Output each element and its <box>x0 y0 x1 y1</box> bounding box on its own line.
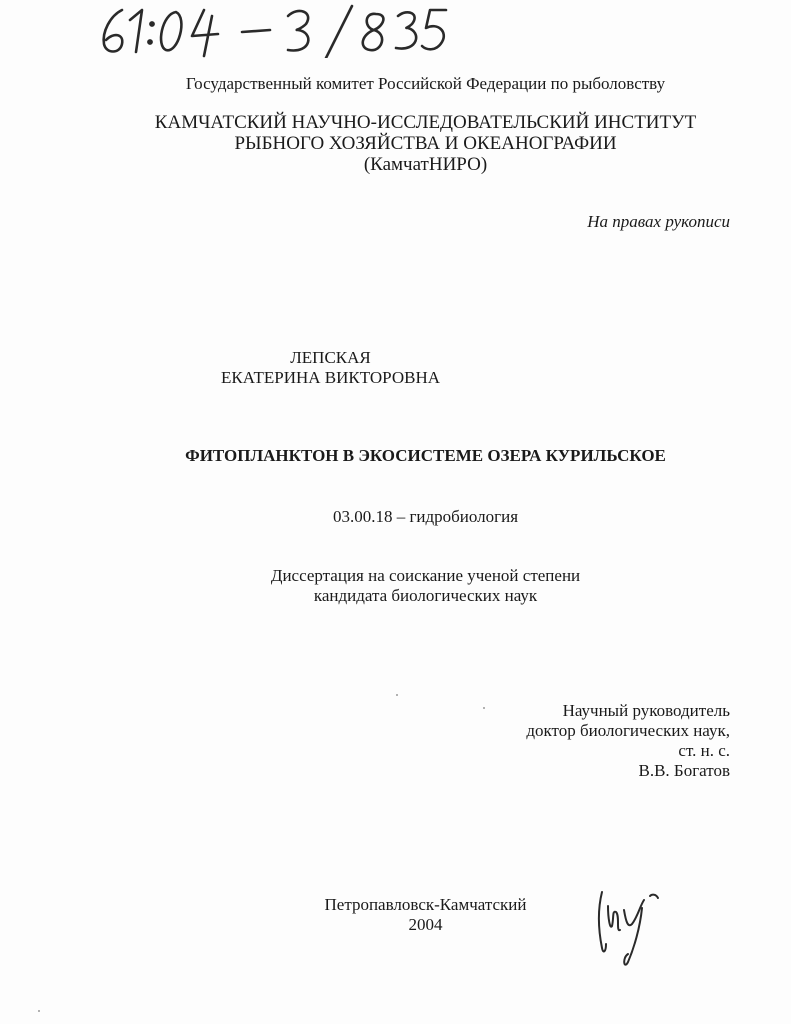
thesis-title: ФИТОПЛАНКТОН В ЭКОСИСТЕМЕ ОЗЕРА КУРИЛЬСКОЕ <box>185 446 666 465</box>
degree-line1: Диссертация на соискание ученой степени <box>270 566 581 585</box>
handwritten-signature <box>594 888 664 972</box>
degree-line2: кандидата биологических наук <box>313 586 538 605</box>
year: 2004 <box>408 915 443 934</box>
institute-name-line1: КАМЧАТСКИЙ НАУЧНО-ИССЛЕДОВАТЕЛЬСКИЙ ИНСТИТУТ <box>154 112 697 133</box>
scan-speck <box>396 694 398 696</box>
city: Петропавловск-Камчатский <box>324 895 527 914</box>
scan-speck <box>483 707 485 709</box>
degree-block <box>30 566 791 606</box>
author-surname: ЛЕПСКАЯ <box>290 348 371 367</box>
institute-block <box>30 112 791 175</box>
supervisor-role: Научный руководитель <box>562 701 730 720</box>
ministry-name: Государственный комитет Российской Федерации по рыболовству <box>185 74 666 93</box>
handwritten-archive-code <box>92 2 452 58</box>
thesis-specialty: 03.00.18 – гидробиология <box>332 507 519 526</box>
supervisor-block <box>526 701 730 781</box>
supervisor-name: В.В. Богатов <box>638 761 730 780</box>
supervisor-degree: доктор биологических наук, <box>526 721 730 740</box>
author-given-names: ЕКАТЕРИНА ВИКТОРОВНА <box>220 368 441 387</box>
city-year-block <box>30 895 791 935</box>
author-block <box>0 348 726 388</box>
institute-name-line2: РЫБНОГО ХОЗЯЙСТВА И ОКЕАНОГРАФИИ <box>234 133 617 154</box>
scan-speck <box>38 1010 40 1012</box>
manuscript-rights-note: На правах рукописи <box>587 212 730 231</box>
institute-abbreviation: (КамчатНИРО) <box>363 154 488 175</box>
supervisor-rank: ст. н. с. <box>678 741 730 760</box>
